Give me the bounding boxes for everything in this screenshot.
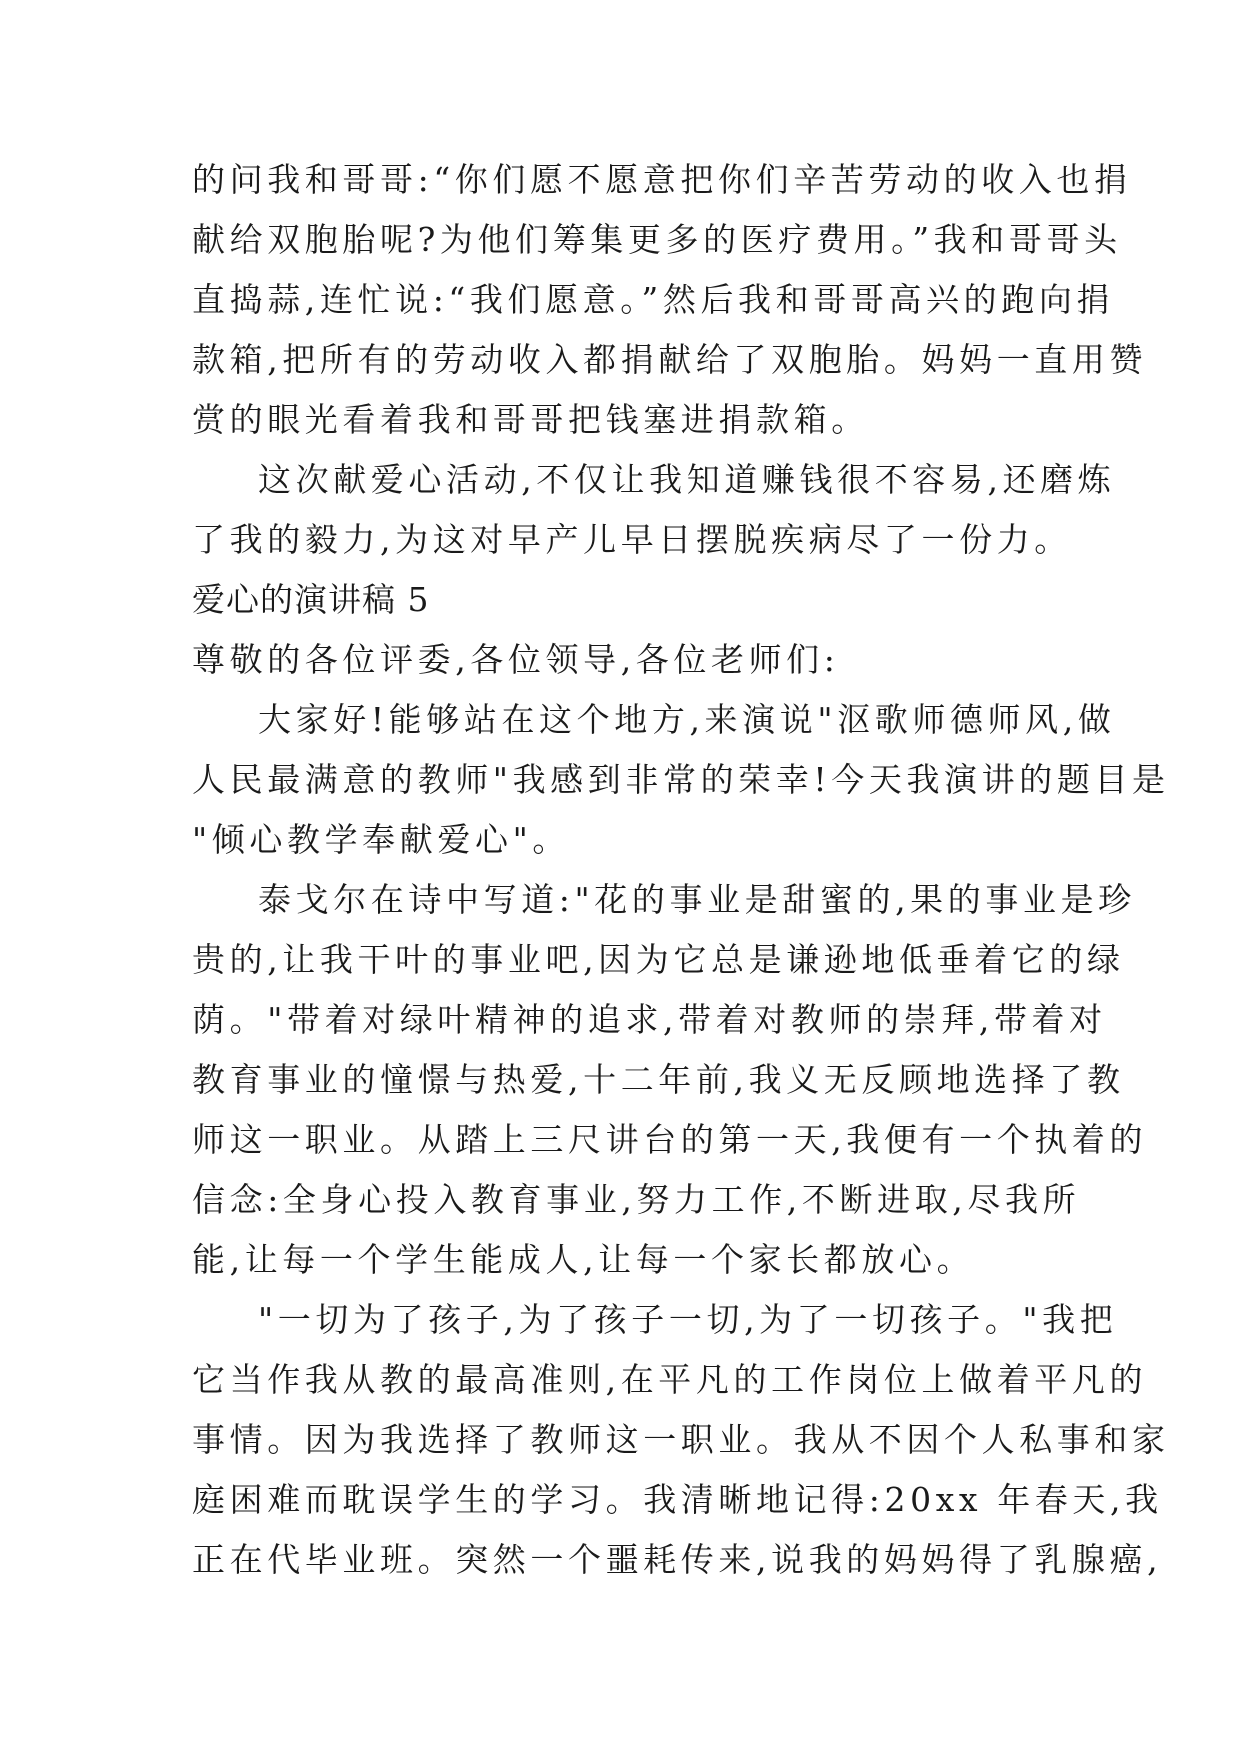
document-page [192, 150, 1170, 1590]
text-line: 荫。"带着对绿叶精神的追求,带着对教师的崇拜,带着对 [192, 1000, 1107, 1039]
text-line: 教育事业的憧憬与热爱,十二年前,我义无反顾地选择了教 [192, 1060, 1125, 1099]
text-line: 它当作我从教的最高准则,在平凡的工作岗位上做着平凡的 [192, 1360, 1148, 1399]
text-line: 庭困难而耽误学生的学习。我清晰地记得:20xx 年春天,我 [192, 1480, 1163, 1519]
text-line: 了我的毅力,为这对早产儿早日摆脱疾病尽了一份力。 [192, 520, 1072, 559]
text-line: 人民最满意的教师"我感到非常的荣幸!今天我演讲的题目是 [192, 760, 1170, 799]
text-line: 直捣蒜,连忙说:“我们愿意。”然后我和哥哥高兴的跑向捐 [192, 280, 1115, 319]
paragraph [192, 1290, 1170, 1590]
text-line: 事情。因为我选择了教师这一职业。我从不因个人私事和家 [192, 1420, 1170, 1459]
text-line: 信念:全身心投入教育事业,努力工作,不断进取,尽我所 [192, 1180, 1081, 1219]
text-line: "倾心教学奉献爱心"。 [192, 820, 570, 859]
text-line: 泰戈尔在诗中写道:"花的事业是甜蜜的,果的事业是珍 [258, 880, 1136, 919]
paragraph [192, 870, 1148, 1290]
text-line: 正在代毕业班。突然一个噩耗传来,说我的妈妈得了乳腺癌, [192, 1540, 1163, 1579]
paragraph [192, 150, 1148, 450]
text-line: 能,让每一个学生能成人,让每一个家长都放心。 [192, 1240, 975, 1279]
text-line: 大家好!能够站在这个地方,来演说"沤歌师德师风,做 [258, 700, 1116, 739]
salutation [192, 630, 1052, 690]
text-line: 款箱,把所有的劳动收入都捐献给了双胞胎。妈妈一直用赞 [192, 340, 1148, 379]
paragraph [192, 690, 1170, 870]
section-heading [192, 570, 1052, 630]
text-line: 献给双胞胎呢?为他们筹集更多的医疗费用。”我和哥哥头 [192, 220, 1122, 259]
text-line: 赏的眼光看着我和哥哥把钱塞进捐款箱。 [192, 400, 869, 439]
text-line: 这次献爱心活动,不仅让我知道赚钱很不容易,还磨炼 [258, 460, 1116, 499]
text-line: 师这一职业。从踏上三尺讲台的第一天,我便有一个执着的 [192, 1120, 1148, 1159]
heading-text: 爱心的演讲稿 5 [192, 580, 430, 619]
text-line: 的问我和哥哥:“你们愿不愿意把你们辛苦劳动的收入也捐 [192, 160, 1132, 199]
text-line: 贵的,让我干叶的事业吧,因为它总是谦逊地低垂着它的绿 [192, 940, 1125, 979]
text-line: "一切为了孩子,为了孩子一切,为了一切孩子。"我把 [258, 1300, 1118, 1339]
paragraph [192, 450, 1116, 570]
text-line: 尊敬的各位评委,各位领导,各位老师们: [192, 640, 840, 679]
